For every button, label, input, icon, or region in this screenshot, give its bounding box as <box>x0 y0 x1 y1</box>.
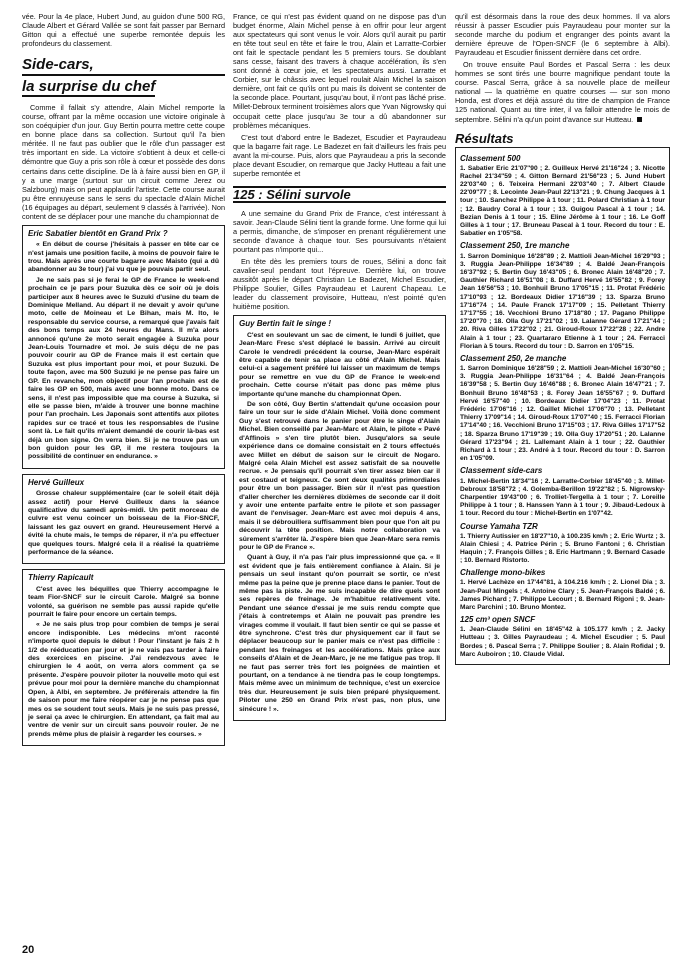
rside-title: Classement side-cars <box>460 466 543 476</box>
bertin-box-p1: C'est en soulevant un sac de ciment, le lundi 6 juillet, que Jean-Marc Fresc s'est déplacé le bassin. Arrivé au circuit Carole le vendredi précédent la course, Jean-Marc espérait être capable de tenir sa place au côté d'Alain Michel. Mais celui-ci a sagement préféré lui laisser un maximum de temps pour se remettre en vue du GP de France le week-end prochain. Cette course n'était pas donc pas même plus importante qu'une manche du championnat Open. <box>239 331 440 398</box>
column-1 <box>22 12 225 751</box>
rapicault-box-p1: C'est avec les béquilles que Thierry accompagne le team Fior-SNCF sur le circuit Carole. Malgré sa bonne volonté, sa guérison ne semble pas aussi rapide qu'elle pourrait le faire pour encore un certain temps. <box>28 585 219 619</box>
125-paragraph-1: A une semaine du Grand Prix de France, c'est intéressant à savoir. Jean-Claude Sélini tient la grande forme. Une forme qui lui a permis, dimanche, de s'imposer en prenant régulièrement une seconde d'avance à chaque tour. Ses poursuivants n'étaient pourtant pas n'importe qui... <box>233 208 446 255</box>
sabatier-box-p2: Je ne sais pas si je ferai le GP de France le week-end prochain ce je pars pour Suzuka dès ce soir où je dois participer aux 8 heures avec le Suzuki d'usine du team de Dominique Melland. Au départ il ne devait y avoir qu'une moto, celle de Moineau et Le Bihan, mais M. Ito, le responsable du service course, a remarqué que j'avais fait des bons temps aux 24 heures du Mans. Il m'a alors annoncé qu'une 2e moto serait engagée à Suzuka pour Jean-Louis Tournadre et moi. Je suis déçu de ne pas pouvoir courir au GP de France mais il est certain que Suzuka est plus important pour moi, et pour Suzuki. De toute façon, avec ma 500 Suzuki je ne pense pas faire un GP. En revanche, mon objectif pour l'an prochain est de faire les GP en 500, mais avec une bonne moto. Dans ce sens, il n'est pas impossible que ma course à Suzuka, si elle se passe bien, m'aide à trouver une bonne machine pour l'an prochain. Les Japonais sont attentifs aux pilotes rapides sur ce tracé et tous les responsables de l'usine sont là. Le fait qu'ils m'aient demandé de courir là-bas est déjà un bon signe. On verra bien. Si je ne trouve pas un bon guidon pour les GP, il me restera toujours la possibilité de continuer en endurance. » <box>28 276 219 461</box>
r500-title: Classement 500 <box>460 153 521 163</box>
r250a-text: 1. Sarron Dominique 16'28"89 ; 2. Mattioli Jean-Michel 16'29"93 ; 3. Ruggia Jean-Philippe 16'34"89 ; 4. Baldé Jean-François 16'37"92 ; 5. Bertin Guy 16'43"05 ; 6. Bronec Alain 16'48"20 ; 7. Gauthier Richard 16'51"08 ; 8. Duffard Hervé 16'55"82 ; 9. Forey Jean 16'56"53 ; 10. Bonhuil Bruno 17'05"15 ; 11. Protat Frédéric 17'10"93 ; 12. Bordeaux Didier 17'16"39 ; 13. Sparza Bruno 17'16"74 ; 14. Paule Franck 17'17"09 ; 15. Pelletant Thierry 17'17"55 ; 16. Vecchioni Bruno 17'18"80 ; 17. Pagano Philippe 17'20"70 ; 18. Olla Guy 17'21"02 ; 19. Lalanne Gérard 17'21"44 ; 20. Riva Gilles 17'22"02 ; 21. Giroud-Roux 17'22"28 ; 22. Andre Alain à 1 tour ; 23. Quartararo Etienne à 1 tour ; 24. Ferracci Florian à 5 tours. Record du tour : D. Sarron en 1'05"15. <box>460 252 665 350</box>
rtzr-title: Course Yamaha TZR <box>460 521 538 531</box>
sidecar-section-title <box>22 56 225 97</box>
bertin-box-p2: De son côté, Guy Bertin s'attendait qu'une occasion pour faire un tour sur le side d'Alain Michel. Voilà donc comment Guy s'est retrouvé dans le panier pour être le singe d'Alain Michel. Bien conseillé par Jean-Marc et Alain, le pilote « Pavé d'Affinois » s'en tire plutôt bien. Jusqu'alors sa seule expérience dans ce domaine consistait en 2 tours effectués avec Millet en début de saison sur le circuit de Nogaro. Malgré cela Alain Michel est assez satisfait de sa nouvelle recrue. « Je pensais qu'il pourrait s'en tirer assez bien car il est costaud et teigneux. Ce sont deux qualités primordiales pour être un bon passager. Bien sûr il n'est pas question d'aller chercher les dernières dixièmes de seconde car il doit y avoir une entente parfaite entre le pilote et son passager avant de l'envisager. Jean-Marc est avec moi depuis 4 ans, mais il se débrouillera suffisamment bien pour que l'on ait pu découvrir la tête position. Mais notre collaboration va sûrement s'arrêter là. J'espère bien que Jean-Marc sera remis pour le GP de France ». <box>239 401 440 551</box>
125-paragraph-2: En tête dès les premiers tours de roues, Sélini a donc fait cavalier-seul pendant tout l'épreuve. Derrière lui, on trouve aussitôt après le départ Christian Le Badezet, Michel Escudier, Philippe Soulier, Gilles Payraudeau et Laurent Chapeau. Le leader du classement provisoire, Hutteau, n'est pointé qu'en huitième position. <box>233 257 446 312</box>
guilleux-box-title: Hervé Guilleux <box>28 477 85 487</box>
rtzr-text: 1. Thierry Autissier en 18'27"10, à 100.235 km/h ; 2. Eric Wurtz ; 3. Alain Chiesi ; 4. Patrice Périn ; 5. Bruno Fantoni ; 6. Christian Haquin ; 7. François Gilles ; 8. Eric Hartmann ; 9. Bernard Casade ; 10. Bernard Ristorto. <box>460 532 665 565</box>
r250b-title: Classement 250, 2e manche <box>460 353 567 363</box>
sidecar-paragraph: Comme il fallait s'y attendre, Alain Michel remporte la course, offrant par la même occasion une victoire originale à son coéquipier d'un jour. Guy Bertin pourra mettre cette coupe en bonne place dans sa collection. Surtout qu'il l'a bien méritée. Il ne faut pas oublier que le rôle d'un passager est très important en side. La victoire s'obtient à deux et celle-ci démontre que Guy a pris son rôle à cœur et possède des dons certains dans cette discipline. De là à faire aussi bien en GP, il y a une marge (surtout sur un circuit comme Jerez ou Salzbourg) mais on peut applaudir l'artiste. Cette course aurait pu être ennuyeuse sans le sens du spectacle d'Alain Michel (16 équipages au départ, seulement 9 classés à l'arrivée). Non content de se déplacer pour une manche du championnat de <box>22 103 225 221</box>
guilleux-box <box>22 474 225 565</box>
125-section-title: 125 : Sélini survole <box>233 186 446 203</box>
page-number: 20 <box>22 944 35 956</box>
sidecar-title-line2: la surprise du chef <box>22 78 156 96</box>
sidecar-paragraph-2: C'est tout d'abord entre le Badezet, Escudier et Payraudeau que la bagarre fait rage. Le Badezet en fait d'ailleurs les frais peu avant la mi-course. Puis, alors que Payraudeau a pris la seconde place devant Escudier, on remarque que Jacky Hutteau a fait une superbe remontée et <box>233 132 446 178</box>
r500-text: 1. Sabatier Eric 21'07"90 ; 2. Guilleux Hervé 21'16"24 ; 3. Nicotte Rachel 21'34"59 ; 4. Gitton Bernard 21'56"23 ; 5. Jund Hubert 22'03"40 ; 6. Teixeira Hermani 22'03"40 ; 7. Albert Claude 22'09"77 ; 8. Lecointe Jean-Paul 22'13"21 ; 9. Chung Jacques à 1 tour ; 10. Sanchez Philippe à 1 tour ; 11. Polard Christian à 1 tour ; 12. Baudry Coral à 1 tour ; 13. Guigou Pascal à 1 tour ; 14. Bezian Denis à 1 tour ; 15. Eline Jérôme à 1 tour ; 16. Le Goff Gilles à 1 tour ; 17. Bruneau Pascal à 1 tour. Record du tour : E. Sabatier en 1'05"58. <box>460 164 665 238</box>
end-bullet-icon <box>637 117 642 122</box>
sidecar-paragraph-cont: France, ce qui n'est pas évident quand on ne dispose pas d'un budget énorme, Alain Michel pense à en offrir pour leur argent aux spectateurs qui sont venus le voir. Alors qu'il aurait pu partir en tête tout seul en tête et faire le trou, Alain et Larratte-Corbier ont fait le spectacle pendant les 5 premiers tours. Se doublant sans cesse, faisant des travers à chaque accélération, ils s'en sont donné à cœur joie, et les spectateurs aussi. Larratte et Corbier, sur le châssis avec lequel roulait Alain Michel la saison dernière, ont fait ce qu'ils ont pu mais ils doivent se contenter de la seconde place. Pourtant, jusqu'au bout, il n'ont pas lâché prise. Millet-Debroux terminent troisièmes alors que Yvan Nigrowsky qui occupait cette place jusqu'au 3e tour a dû abandonner sur problèmes mécaniques. <box>233 12 446 130</box>
guilleux-box-p1: Grosse chaleur supplémentaire (car le soleil était déjà assez actif) pour Hervé Guilleux dans la séance qualificative du samedi après-midi. Un petit morceau de culvre est venu coincer un boisseau de la Fior-SNCF, laissant les gaz ouvert en grand. Heureusement Hervé a évité la chute mais, le temps de réparer, il n'a pu effectuer que quelques tours. Malgré cela il a réalisé la quatrième performance de la séance. <box>28 490 219 557</box>
bertin-box <box>233 315 446 721</box>
results-box <box>455 147 670 665</box>
sidecar-title-line1: Side-cars, <box>22 56 225 76</box>
intro-paragraph: vée. Pour la 4e place, Hubert Jund, au guidon d'une 500 RG, Claude Albert et Gérard Vallée se sont fait passer par Bernard Gitton qui a effectué une superbe remontée depuis les profondeurs du classement. <box>22 12 225 49</box>
bertin-box-p3: Quant à Guy, il n'a pas l'air plus impressionné que ça. « Il est évident que je fais entièrement confiance à Alain. Si je pensais un seul instant qu'on pourrait se sortir, ce n'est même pas la peine que je prenne place dans le panier. Tout de même pas la piste. Je me suis incapable de dire quels sont ses repères de freinage. Je m'habitue relativement vite. Pendant une séance d'essai je me suis rendu compte que j'étais à contretemps et Alain ne pouvait pas prendre les virages comme il voulait. Il faut bien sentir ce qui se passe et être synchrone. C'est très dur physiquement car il faut se déplacer beaucoup sur le panier mais ce n'est pas difficile : pendant les freinages et les accélérations. Mais grâce aux conseils d'Alain et de Jean-Marc, je ne me fatigue pas trop. Il ne faut pas serrer très fort les poignées de maintien et pourtant, on a tendance à ne tiendra pas le coup longtemps. Mais même avec un minimum de technique, c'est un exercice très dur. Heureusement je suis bien préparé physiquement. Piloter une 250 en Grand Prix n'est pas, non plus, une sinécure ! ». <box>239 554 440 713</box>
rmono-title: Challenge mono-bikes <box>460 568 546 578</box>
results-title: Résultats <box>455 130 514 146</box>
rapicault-box-p2: « Je ne sais plus trop pour combien de temps je serai encore indisponible. Les médecins m'ont raconté n'importe quoi depuis le début ! Pour l'instant je fais 2 h 1/2 de rééducation par jour et je ne vais pas tarder à faire des exercices en piscine. J'ai rendezvous avec le chirurgien le 4 août, on verra alors comment ça se présente. J'espère pouvoir piloter la nouvelle moto qui est prévue pour moi pour la dernière manche du championnat Open, à Albi, en septembre. Je préférerais attendre la fin de saison pour me faire réopérer car je ne pense pas que mes os se soudent tout seuls. Mais je ne suis pas pressé, je serai ça avec le chirurgien. En attendant, ça fait mal au ventre de venir sur un circuit sans pouvoir rouler. Je ne prends même plus de plaisir à regarder les courses. » <box>28 621 219 738</box>
125-paragraph-3 <box>455 60 670 123</box>
125-paragraph-cont: qu'il est désormais dans la roue des deux hommes. Il va alors réussir à passer Escudier puis Payraudeau pour monter sur la seconde marche du podium et engranger des points avant la dernière épreuve de l'Open-SNCF (le 6 septembre à Albi). Payraudeau et Escudier finissent dernière dans cet ordre. <box>455 12 670 58</box>
r125-text: 1. Jean-Claude Sélini en 18'45"42 à 105.177 km/h ; 2. Jacky Hutteau ; 3. Gilles Payraudeau ; 4. Michel Escudier ; 5. Paul Bordes ; 6. Pascal Serra ; 7. Philippe Soulier ; 8. Alain Rofidal ; 9. Marc Auboiron ; 10. Claude Vidal. <box>460 626 665 658</box>
sabatier-box-p1: « En début de course j'hésitais à passer en tête car ce n'est jamais une position facile, à moins de pouvoir faire le trou. Mais après une courte bagarre avec Maisto (qui a dû abandonner au 3e tour) j'ai vu que je pouvais partir seul. <box>28 241 219 274</box>
rapicault-box <box>22 569 225 746</box>
rapicault-box-title: Thierry Rapicault <box>28 573 94 583</box>
r250a-title: Classement 250, 1re manche <box>460 241 570 251</box>
r250b-text: 1. Sarron Dominique 16'28"59 ; 2. Mattioli Jean-Michel 16'30"60 ; 3. Ruggia Jean-Philippe 16'31"64 ; 4. Baldé Jean-François 16'39"58 ; 5. Bertin Guy 16'46"88 ; 6. Bronec Alain 16'47"21 ; 7. Bonhuil Bruno 16'48"53 ; 8. Forey Jean 16'55"67 ; 9. Duffard Hervé 16'57"40 ; 10. Bordeaux Didier 17'04"23 ; 11. Protat Frédéric 17'06"16 ; 12. Gaillet Michel 17'06"70 ; 13. Pelletant Thierry 17'09"14 ; 14. Giroud-Roux 17'07"40 ; 15. Ferracci Florian 17'14"40 ; 16. Vecchioni Bruno 17'15"03 ; 17. Riva Gilles 17'17"52 ; 18. Sparza Bruno 17'19"39 ; 19. Olla Guy 17'20"51 ; 20. Lalanne Gérard 17'23"94 ; 21. Lallemant Alain à 1 tour ; 22. Gauthier Richard à 1 tour ; 23. André à 1 tour. Record du tour : D. Sarron en 1'05"09. <box>460 365 665 463</box>
125-paragraph-3-text: On trouve ensuite Paul Bordes et Pascal Serra : les deux hommes se sont tirés une bourre magnifique pendant toute la course. Pascal Serra, grâce à sa nouvelle place de meilleur national — la quatrième en quatre courses — sur son mono Honda, est d'ores et déjà assuré du titre de champion de France 125 national. Quant au titre inter, il va falloir attendre le mois de septembre. Sélini n'a qu'un point d'avance sur Hutteau. <box>455 60 670 124</box>
sabatier-box <box>22 225 225 469</box>
column-2 <box>233 12 446 726</box>
bertin-box-title: Guy Bertin fait le singe ! <box>239 319 332 329</box>
column-3 <box>455 12 670 665</box>
rmono-text: 1. Hervé Lachèze en 17'44"81, à 104.216 km/h ; 2. Lionel Dia ; 3. Jean-Paul Mingels ; 4. Antoine Clary ; 5. Jean-François Baldé ; 6. James Pichard ; 7. Philippe Lecourt ; 8. Bernard Rigoni ; 9. Jean-Marc Parchini ; 10. Bruno Montez. <box>460 579 665 612</box>
r125-title: 125 cm³ open SNCF <box>460 615 536 625</box>
rside-text: 1. Michel-Bertin 18'34"16 ; 2. Larratte-Corbier 18'45"40 ; 3. Millet-Debroux 18'58"72 ; 4. Golemba-Berillon 19'22"82 ; 5. Nigrowsky-Charpentier 19'43"00 ; 6. Trolliet-Tergella à 1 tour ; 7. Loreille Philippe à 1 tour ; 8. Hanssen Yann à 1 tour ; 9. Jibaud-Ledoux à 1 tour. Record du tour : Michel-Bertin en 1'07"42. <box>460 477 665 518</box>
sabatier-box-title: Eric Sabatier bientôt en Grand Prix ? <box>28 228 168 238</box>
